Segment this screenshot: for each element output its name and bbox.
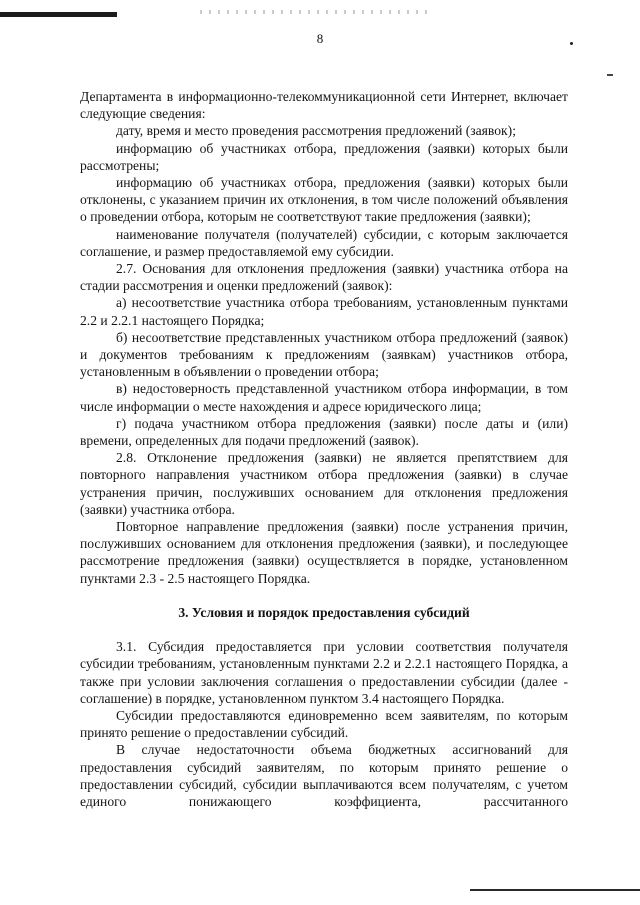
paragraph: 2.8. Отклонение предложения (заявки) не является препятствием для повторного направления участником отбора предложения (заявки) в случае устранения причин, послуживших основанием для отклонения предложения (заявки) участника отбора. [80,450,568,517]
paragraph: б) несоответствие представленных участником отбора предложений (заявок) и документов требованиям к предложениям (заявкам) участников отбора, установленным в объявлении о проведении отбора; [80,329,568,380]
scan-speck [607,74,613,76]
scan-edge-bar [0,12,117,17]
paragraph: в) недостоверность представленной участником отбора информации, в том числе информации о месте нахождения и адресе юридического лица; [80,381,568,414]
paragraph: информацию об участниках отбора, предложения (заявки) которых были отклонены, с указанием причин их отклонения, в том числе положений объявления о проведении отбора, которым не соответствуют такие предложения (заявки); [80,175,568,225]
paragraph: В случае недостаточности объема бюджетных ассигнований для предоставления субсидий заявителям, по которым принято решение о предоставлении субсидий, субсидии выплачиваются всем получателям, с учетом единого понижающего коэффициента, рассчитанного [80,742,568,809]
document-body [80,88,568,810]
paragraph: 2.7. Основания для отклонения предложения (заявки) участника отбора на стадии рассмотрения и оценки предложений (заявок): [80,261,568,294]
paragraph: дату, время и место проведения рассмотрения предложений (заявок); [116,123,516,139]
paragraph: г) подача участником отбора предложения (заявки) после даты и (или) времени, определенных для подачи предложений (заявок). [80,415,568,449]
paragraph: Департамента в информационно-телекоммуникационной сети Интернет, включает следующие сведения: [80,89,568,122]
paragraph-group-bottom [80,638,568,810]
paragraph: Повторное направление предложения (заявки) после устранения причин, послуживших основанием для отклонения предложения (заявки), и последующее рассмотрение предложения (заявки) осуществляется в порядке, установленном пунктами 2.3 - 2.5 настоящего Порядка. [80,519,568,586]
paragraph: Субсидии предоставляются единовременно всем заявителям, по которым принято решение о предоставлении субсидий. [80,707,568,741]
paragraph: 3.1. Субсидия предоставляется при условии соответствия получателя субсидии требованиям, установленным пунктами 2.2 и 2.2.1 настоящего Порядка, а также при условии заключения соглашения о предоставлении субсидии (далее - соглашение) в порядке, установленном пунктом 3.4 настоящего Порядка. [80,639,568,706]
paragraph: информацию об участниках отбора, предложения (заявки) которых были рассмотрены; [80,140,568,173]
section-heading: 3. Условия и порядок предоставления субсидий [178,604,470,620]
paragraph: наименование получателя (получателей) субсидии, с которым заключается соглашение, и размер предоставляемой ему субсидии. [80,226,568,259]
page-number: 8 [316,31,324,46]
paragraph-group-top [80,88,568,587]
scan-noise [200,10,430,14]
scan-edge-bar [470,889,640,891]
paragraph: а) несоответствие участника отбора требованиям, установленным пунктами 2.2 и 2.2.1 настоящего Порядка; [80,295,568,328]
